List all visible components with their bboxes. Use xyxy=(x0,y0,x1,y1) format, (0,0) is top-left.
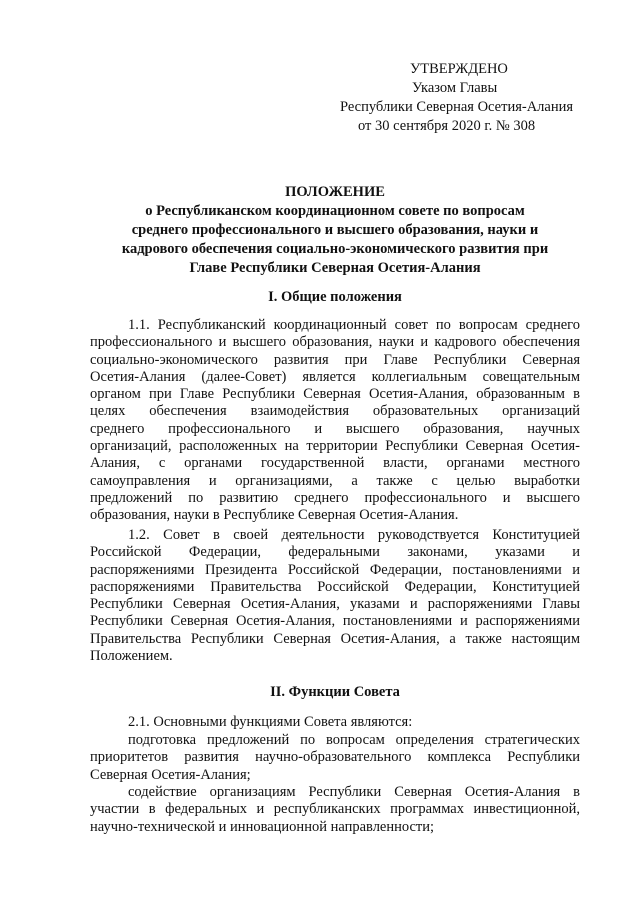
text-line: 2.1. Основными функциями Совета являются: xyxy=(128,714,413,730)
approval-line: от 30 сентября 2020 г. № 308 xyxy=(358,118,536,134)
text-line: предложений по развитию среднего профессионального и высшего xyxy=(90,489,580,506)
title-line: кадрового обеспечения социально-экономического развития при xyxy=(121,241,549,257)
text-line: распоряжениями Правительства Российской Федерации, Конституцией xyxy=(90,578,580,595)
text-line: участии в федеральных и республиканских программах инвестиционной, xyxy=(90,801,580,818)
title-line: о Республиканском координационном совете по вопросам xyxy=(145,203,525,219)
text-line: среднего профессионального и высшего образования, научных xyxy=(90,420,580,437)
text-line: содействие организациям Республики Северная Осетия-Алания в xyxy=(128,784,580,800)
section-heading: I. Общие положения xyxy=(268,289,402,305)
text-line: 1.1. Республиканский координационный совет по вопросам среднего xyxy=(128,317,580,333)
text-line: профессионального и высшего образования, науки и кадрового обеспечения xyxy=(90,334,580,351)
paragraph-2-1 xyxy=(90,714,580,731)
paragraph-2-1-item xyxy=(90,732,580,784)
text-line: социально-экономического развития при Главе Республики Северная xyxy=(90,351,580,368)
title-heading: ПОЛОЖЕНИЕ xyxy=(285,184,385,200)
document-title xyxy=(90,183,580,278)
text-line: образования, науки в Республике Северная Осетия-Алания. xyxy=(90,507,459,524)
text-line: организаций, расположенных на территории Республики Северная Осетия- xyxy=(90,438,580,455)
approval-line: Указом Главы xyxy=(412,80,498,96)
approval-stamp xyxy=(340,60,600,136)
text-line: Республики Северная Осетия-Алания, постановлениями и распоряжениями xyxy=(90,613,580,630)
approval-line: УТВЕРЖДЕНО xyxy=(410,61,508,77)
text-line: Правительства Республики Северная Осетия-Алания, а также настоящим xyxy=(90,630,580,647)
text-line: органом при Главе Республики Северная Осетия-Алания, образованным в xyxy=(90,386,580,403)
text-line: приоритетов развития научно-образовательного комплекса Республики xyxy=(90,749,580,766)
text-line: целях обеспечения взаимодействия образовательных организаций xyxy=(90,403,580,420)
text-line: Северная Осетия-Алания; xyxy=(90,766,251,783)
paragraph-2-1-item xyxy=(90,784,580,836)
text-line: подготовка предложений по вопросам определения стратегических xyxy=(128,732,580,748)
paragraph-1-1 xyxy=(90,317,580,525)
text-line: Республики Северная Осетия-Алания, указами и распоряжениями Главы xyxy=(90,596,580,613)
title-line: Главе Республики Северная Осетия-Алания xyxy=(189,260,481,276)
text-line: 1.2. Совет в своей деятельности руководствуется Конституцией xyxy=(128,527,580,543)
section-heading: II. Функции Совета xyxy=(270,684,400,700)
text-line: Российской Федерации, федеральными законами, указами и xyxy=(90,544,580,561)
text-line: самоуправления и организациями, а также с целью выработки xyxy=(90,472,580,489)
text-line: Осетия-Алания (далее-Совет) является коллегиальным совещательным xyxy=(90,368,580,385)
text-line: Алания, с органами государственной власти, органами местного xyxy=(90,455,580,472)
approval-line: Республики Северная Осетия-Алания xyxy=(340,99,574,115)
text-line: научно-технической и инновационной направленности; xyxy=(90,818,435,835)
title-line: среднего профессионального и высшего образования, науки и xyxy=(131,222,539,238)
text-line: Положением. xyxy=(90,648,173,665)
text-line: распоряжениями Президента Российской Федерации, постановлениями и xyxy=(90,561,580,578)
paragraph-1-2 xyxy=(90,527,580,665)
